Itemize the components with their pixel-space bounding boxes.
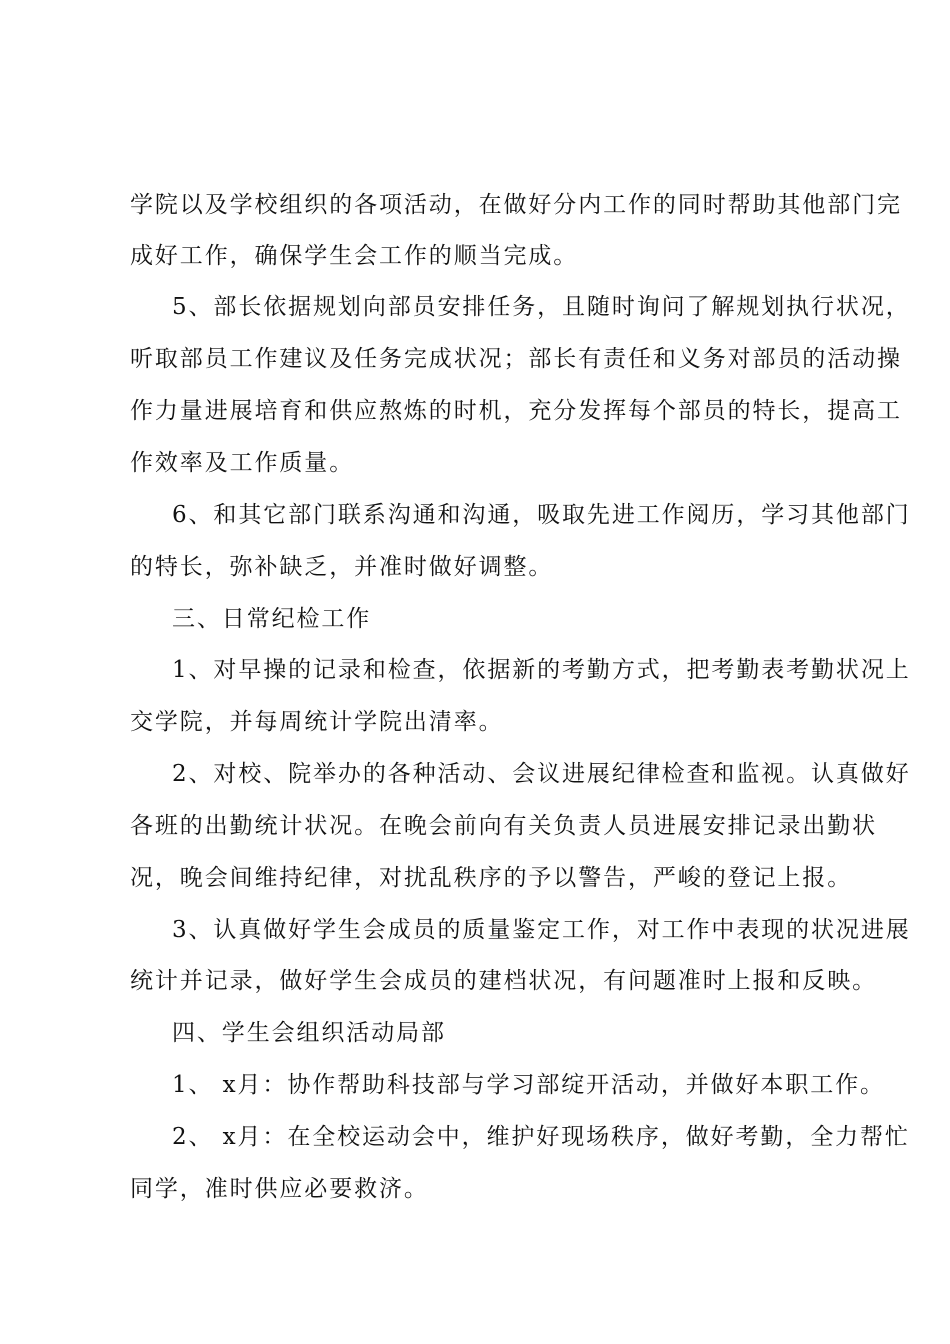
text-line: 3、认真做好学生会成员的质量鉴定工作，对工作中表现的状况进展 (172, 917, 911, 943)
text-line: 况，晚会间维持纪律，对扰乱秩序的予以警告，严峻的登记上报。 (130, 865, 853, 891)
text-line: 1、对早操的记录和检查，依据新的考勤方式，把考勤表考勤状况上 (172, 657, 911, 683)
text-line: 同学，准时供应必要救济。 (130, 1176, 429, 1202)
text-line: 2、 x月：在全校运动会中，维护好现场秩序，做好考勤，全力帮忙 (172, 1124, 910, 1150)
section-heading: 四、学生会组织活动局部 (172, 1020, 446, 1046)
text-line: 成好工作，确保学生会工作的顺当完成。 (130, 243, 579, 269)
text-line: 6、和其它部门联系沟通和沟通，吸取先进工作阅历，学习其他部门 (172, 502, 911, 528)
text-line: 作效率及工作质量。 (130, 450, 355, 476)
text-line: 2、对校、院举办的各种活动、会议进展纪律检查和监视。认真做好 (172, 761, 911, 787)
text-line: 的特长，弥补缺乏，并准时做好调整。 (130, 554, 554, 580)
section-heading: 三、日常纪检工作 (172, 606, 372, 632)
text-line: 5、部长依据规划向部员安排任务，且随时询问了解规划执行状况， (172, 294, 911, 320)
text-line: 统计并记录，做好学生会成员的建档状况，有问题准时上报和反映。 (130, 968, 877, 994)
text-line: 1、 x月：协作帮助科技部与学习部绽开活动，并做好本职工作。 (172, 1072, 885, 1098)
text-line: 作力量进展培育和供应熬炼的时机，充分发挥每个部员的特长，提高工 (130, 398, 902, 424)
text-line: 听取部员工作建议及任务完成状况；部长有责任和义务对部员的活动操 (130, 346, 902, 372)
text-line: 交学院，并每周统计学院出清率。 (130, 709, 504, 735)
text-line: 学院以及学校组织的各项活动，在做好分内工作的同时帮助其他部门完 (130, 192, 902, 218)
text-line: 各班的出勤统计状况。在晚会前向有关负责人员进展安排记录出勤状 (130, 813, 877, 839)
